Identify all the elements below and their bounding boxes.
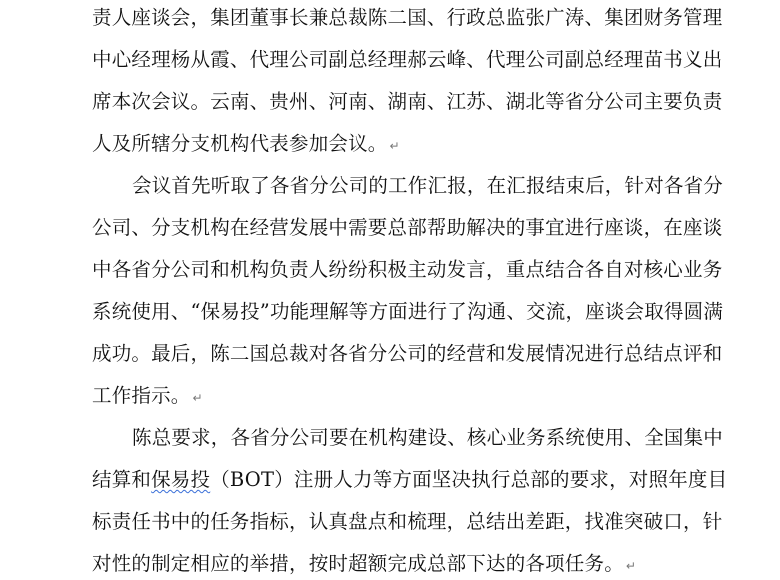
paragraph-3-line-3: [92, 508, 722, 536]
paragraph-2-line-2: [92, 214, 722, 242]
text: 中心经理杨从霞、代理公司副总经理郝云峰、代理公司副总经理苗书义出: [92, 48, 723, 71]
paragraph-1-line-3: [92, 88, 722, 116]
paragraph-1-line-1: [92, 4, 722, 32]
text: 标责任书中的任务指标，认真盘点和梳理，总结出差距，找准突破口，针: [92, 510, 723, 533]
paragraph-2-line-5: [92, 340, 722, 368]
spellcheck-flagged-word[interactable]: 保易投: [151, 468, 211, 491]
paragraph-1-line-2: [92, 46, 722, 74]
text: 席本次会议。云南、贵州、河南、湖南、江苏、湖北等省分公司主要负责: [92, 90, 723, 113]
text: 系统使用、“保易投”功能理解等方面进行了沟通、交流，座谈会取得圆满: [92, 300, 724, 323]
text: 人及所辖分支机构代表参加会议。: [92, 132, 388, 155]
paragraph-mark-icon: ↵: [192, 391, 203, 405]
paragraph-2-line-1: [132, 172, 723, 200]
text: 中各省分公司和机构负责人纷纷积极主动发言，重点结合各自对核心业务: [92, 258, 723, 281]
text: （BOT）注册人力等方面坚决执行总部的要求，对照年度目: [210, 468, 728, 491]
paragraph-3-line-1: [132, 424, 723, 452]
text: 结算和: [92, 468, 152, 491]
text: 责人座谈会，集团董事长兼总裁陈二国、行政总监张广涛、集团财务管理: [92, 6, 723, 29]
text: 公司、分支机构在经营发展中需要总部帮助解决的事宜进行座谈，在座谈: [92, 216, 723, 239]
paragraph-2-line-3: [92, 256, 722, 284]
paragraph-3-line-4: [92, 550, 636, 578]
paragraph-3-line-2: [92, 466, 727, 494]
text: 工作指示。: [92, 384, 191, 407]
document-page: [92, 0, 728, 575]
paragraph-2-line-6: [92, 382, 203, 410]
text: 对性的制定相应的举措，按时超额完成总部下达的各项任务。: [92, 552, 624, 575]
paragraph-mark-icon: ↵: [625, 559, 637, 573]
text: 陈总要求，各省分公司要在机构建设、核心业务系统使用、全国集中: [132, 426, 724, 449]
paragraph-2-line-4: [92, 298, 723, 326]
text: 会议首先听取了各省分公司的工作汇报，在汇报结束后，针对各省分: [132, 174, 724, 197]
text: 成功。最后，陈二国总裁对各省分公司的经营和发展情况进行总结点评和: [92, 342, 723, 365]
paragraph-1-line-4: [92, 130, 400, 158]
paragraph-mark-icon: ↵: [389, 139, 400, 153]
